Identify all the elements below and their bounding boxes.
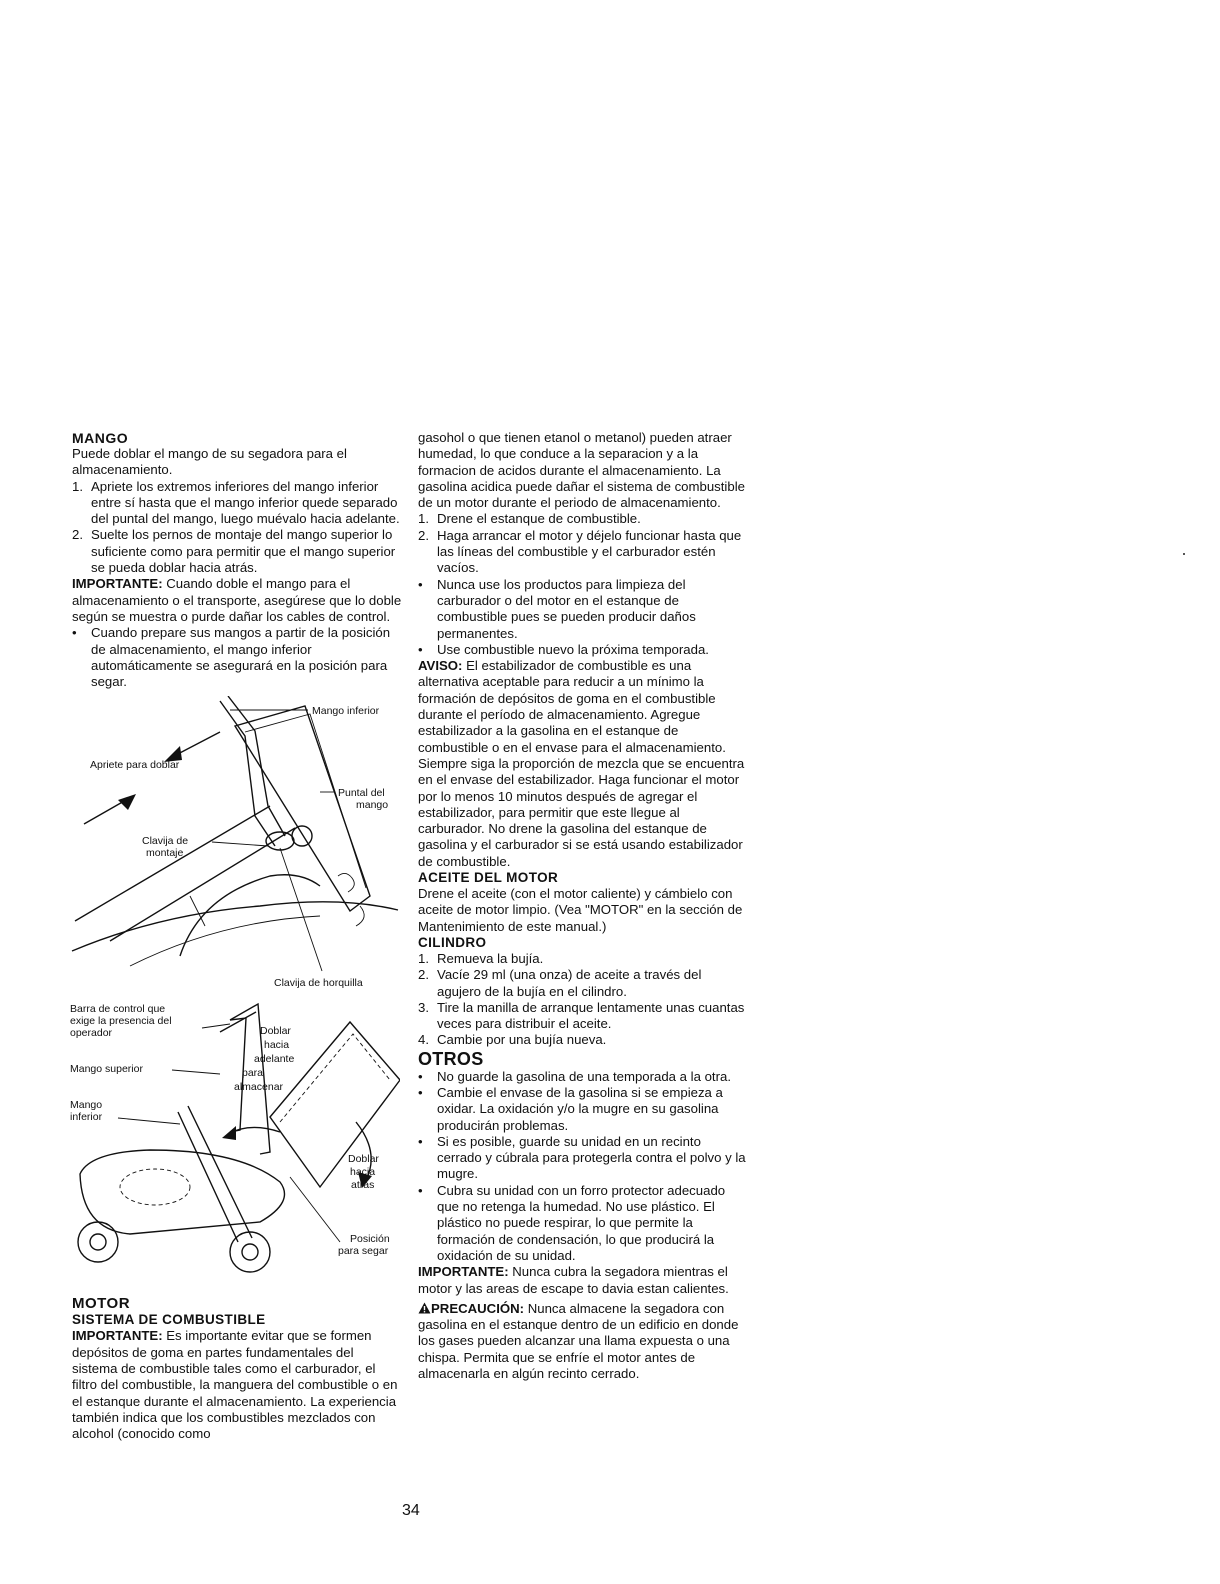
step-text: Vacíe 29 ml (una onza) de aceite a través del agujero de la bujía en el cilindro. (437, 967, 702, 999)
label-doblar-atras-3: atrás (351, 1179, 375, 1192)
label-puntal-1: Puntal del (338, 787, 385, 800)
bullet-mark: • (418, 641, 423, 657)
mounting-pin (292, 826, 312, 846)
step-number: 1. (418, 511, 429, 527)
motor-heading: MOTOR (72, 1295, 131, 1313)
deck-inner-curve (130, 916, 320, 966)
lower-handle-end-edge (228, 696, 285, 836)
label-clavija-horquilla: Clavija de horquilla (274, 977, 363, 990)
handle-fold-diagram (70, 696, 400, 996)
label-barra-1: Barra de control que (70, 1003, 166, 1016)
cilindro-step (418, 1000, 748, 1033)
label-barra-2: exige la presencia del (70, 1015, 172, 1028)
important-label: IMPORTANTE: (72, 1328, 163, 1344)
label-doblar-adelante-3: adelante (254, 1053, 295, 1066)
bullet-mark: • (418, 1182, 423, 1198)
step-number: 2. (418, 967, 429, 983)
fuel-bullet (418, 577, 748, 642)
rear-wheel-hub (242, 1244, 258, 1260)
label-doblar-adelante-5: almacenar (234, 1081, 284, 1094)
mango-bullets (72, 625, 402, 690)
forward-arrow-shaft (84, 800, 126, 824)
aviso-paragraph (418, 658, 748, 870)
fuel-step (418, 511, 748, 527)
label-clavija-montaje-2: montaje (146, 847, 184, 860)
fuel-system-subheading: SISTEMA DE COMBUSTIBLE (72, 1312, 266, 1328)
precaucion-paragraph (418, 1301, 748, 1382)
mango-intro: Puede doblar el mango de su segadora para el almacenamiento. (72, 446, 347, 478)
motor-important (72, 1328, 402, 1442)
label-clavija-montaje-1: Clavija de (142, 835, 189, 848)
step-number: 1. (418, 950, 429, 966)
label-doblar-adelante-4: para (242, 1067, 264, 1080)
otros-bullet (418, 1069, 748, 1085)
leader-mango-inferior (118, 1118, 180, 1124)
label-doblar-adelante-2: hacia (264, 1039, 290, 1052)
bullet-text: Use combustible nuevo la próxima temporada. (437, 641, 709, 657)
leader-mango-superior (172, 1070, 220, 1074)
step-text: Haga arrancar el motor y déjelo funcionar hasta que las líneas del combustible y el carburador estén vacíos. (437, 527, 742, 576)
fuel-step (418, 528, 748, 577)
bullet-mark: • (418, 576, 423, 592)
step-text: Apriete los extremos inferiores del mango inferior entre sí hasta que el mango inferior quede separado del puntal del mango, luego muévalo hacia adelante. (91, 478, 400, 527)
label-doblar-atras-1: Doblar (348, 1153, 379, 1166)
fuel-bullets (418, 577, 748, 658)
fuel-steps (418, 511, 748, 576)
step-number: 1. (72, 478, 83, 494)
label-puntal-2: mango (356, 799, 389, 812)
leader-clavija-montaje (212, 842, 268, 846)
important-text: Cuando doble el mango para el almacenamiento o el transporte, asegúrese que lo doble según se muestra o purde dañar los cables de control. (72, 576, 402, 624)
aceite-text: Drene el aceite (con el motor caliente) y cámbielo con aceite de motor limpio. (Vea "MOTOR" en la sección de Mantenimiento de este manual.) (418, 886, 743, 934)
cilindro-step (418, 1032, 748, 1048)
precaucion-label: PRECAUCIÓN: (431, 1300, 525, 1316)
label-mango-inferior-1: Mango (70, 1099, 103, 1112)
aviso-label: AVISO: (418, 658, 463, 674)
bullet-mark: • (418, 1068, 423, 1084)
bullet-mark: • (418, 1084, 423, 1100)
otros-bullets (418, 1069, 748, 1265)
scan-speck (1183, 553, 1185, 555)
grass-bag-fold (280, 1034, 390, 1122)
handle-tube (75, 806, 270, 921)
mango-step (72, 527, 402, 576)
cilindro-step (418, 951, 748, 967)
step-text: Cambie por una bujía nueva. (437, 1032, 607, 1048)
leader-barra (202, 1024, 230, 1028)
mango-steps (72, 479, 402, 577)
clevis-pin (266, 832, 294, 850)
fuel-bullet (418, 642, 748, 658)
mango-step (72, 479, 402, 528)
bullet-mark: • (72, 625, 77, 641)
mango-bullet (72, 625, 402, 690)
otros-important (418, 1264, 748, 1297)
warning-icon (418, 1302, 431, 1314)
step-number: 4. (418, 1032, 429, 1048)
step-number: 2. (418, 527, 429, 543)
aceite-heading: ACEITE DEL MOTOR (418, 870, 559, 886)
cable (356, 906, 364, 926)
label-doblar-atras-2: hacia (350, 1166, 376, 1179)
important-label: IMPORTANTE: (418, 1264, 509, 1280)
rear-wheel (230, 1232, 270, 1272)
otros-bullet (418, 1183, 748, 1264)
bullet-mark: • (418, 1133, 423, 1149)
important-text: Es importante evitar que se formen depósitos de goma en partes fundamentales del sistema de combustible tales como el carburador, el filtro del combustible, la manguera del combustible o en el estanque durante el almacenamiento. La experiencia también indica que los combustibles mezclados con alcohol (conocido como (72, 1328, 398, 1442)
fold-forward-arrowhead (222, 1126, 236, 1140)
mango-heading: MANGO (72, 430, 129, 446)
step-text: Remueva la bujía. (437, 950, 544, 966)
right-column (418, 430, 748, 1382)
cilindro-steps (418, 951, 748, 1049)
important-label: IMPORTANTE: (72, 576, 163, 592)
fuel-continuation: gasohol o que tienen etanol o metanol) pueden atraer humedad, lo que conduce a la separacion y a la formacion de acidos durante el almacenamiento. La gasolina acidica puede dañar el sistema de combustible de un motor durante el periodo de almacenamiento. (418, 430, 745, 511)
label-posicion-1: Posición (350, 1233, 390, 1246)
bullet-text: Nunca use los productos para limpieza del carburador o del motor en el estanque de combustible pues se pueden producir daños permanentes. (437, 576, 696, 641)
front-wheel-hub (90, 1234, 106, 1250)
bracket-inner (245, 714, 366, 888)
cilindro-heading: CILINDRO (418, 934, 487, 950)
aviso-text: El estabilizador de combustible es una alternativa aceptable para reducir a un mínimo la formación de depósitos de goma en el combustible durante el período de almacenamiento. Agregue estabilizador a la gasolina en el estanque de combustible o en el envase para el almacenamiento. Siempre siga la proporción de mezcla que se encuentra en el envase del estabilizador. Haga funcionar el motor por lo menos 10 minutos después de agregar el estabilizador, para permitir que este llegue al carburador. No drene la gasolina del estanque de gasolina y el carburador si se está usando estabilizador de combustible. (418, 658, 745, 869)
bullet-text: Cambie el envase de la gasolina si se empieza a oxidar. La oxidación y/o la mugre en su gasolina producirán problemas. (437, 1084, 723, 1133)
otros-bullet (418, 1134, 748, 1183)
label-posicion-2: para segar (338, 1245, 389, 1258)
bullet-text: Cubra su unidad con un forro protector adecuado que no retenga la humedad. No use plástico. El plástico no puede respirar, lo que permite la formación de condensación, lo que producirá la oxidación de su unidad. (437, 1182, 726, 1263)
mower-deck (80, 1150, 285, 1234)
forward-arrow-head (118, 794, 136, 810)
leader-posicion (290, 1177, 340, 1242)
leader-clavija-horquilla (280, 848, 322, 971)
label-mango-inferior-2: inferior (70, 1111, 103, 1124)
bullet-text: No guarde la gasolina de una temporada a la otra. (437, 1068, 731, 1084)
front-wheel (78, 1222, 118, 1262)
step-number: 3. (418, 999, 429, 1015)
bullet-text: Cuando prepare sus mangos a partir de la posición de almacenamiento, el mango inferior automáticamente se asegurará en la posición para segar. (91, 625, 391, 690)
label-barra-3: operador (70, 1027, 113, 1040)
cable-loop (338, 874, 354, 893)
important-text: Nunca cubra la segadora mientras el motor y las areas de escape to davia estan calientes. (418, 1264, 729, 1296)
grass-bag (270, 1022, 400, 1187)
precaucion-text: Nunca almacene la segadora con gasolina en el estanque dentro de un edificio en donde los gases pueden alcanzar una llama expuesta o una chispa. Permita que se enfríe el motor antes de almacenarla en algún recinto cerrado. (418, 1300, 739, 1382)
label-doblar-adelante-1: Doblar (260, 1025, 291, 1038)
mower-fold-diagram (70, 1002, 400, 1292)
otros-bullet (418, 1085, 748, 1134)
step-number: 2. (72, 527, 83, 543)
mower-body (180, 875, 320, 956)
step-text: Drene el estanque de combustible. (437, 511, 641, 527)
label-apriete: Apriete para doblar (90, 759, 180, 772)
blade-circle (120, 1169, 190, 1205)
bullet-text: Si es posible, guarde su unidad en un recinto cerrado y cúbrala para protegerla contra el polvo y la mugre. (437, 1133, 746, 1182)
otros-heading: OTROS (418, 1048, 484, 1069)
page-number: 34 (402, 1502, 420, 1519)
label-mango-superior: Mango superior (70, 1063, 143, 1076)
left-column (72, 430, 402, 1443)
lower-handle (178, 1106, 252, 1242)
step-text: Tire la manilla de arranque lentamente unas cuantas veces para distribuir el aceite. (437, 999, 745, 1032)
step-text: Suelte los pernos de montaje del mango superior lo suficiente como para permitir que el mango superior se pueda doblar hacia atrás. (91, 527, 396, 576)
label-mango-inferior: Mango inferior (312, 705, 380, 718)
mango-important (72, 576, 402, 625)
cilindro-step (418, 967, 748, 1000)
